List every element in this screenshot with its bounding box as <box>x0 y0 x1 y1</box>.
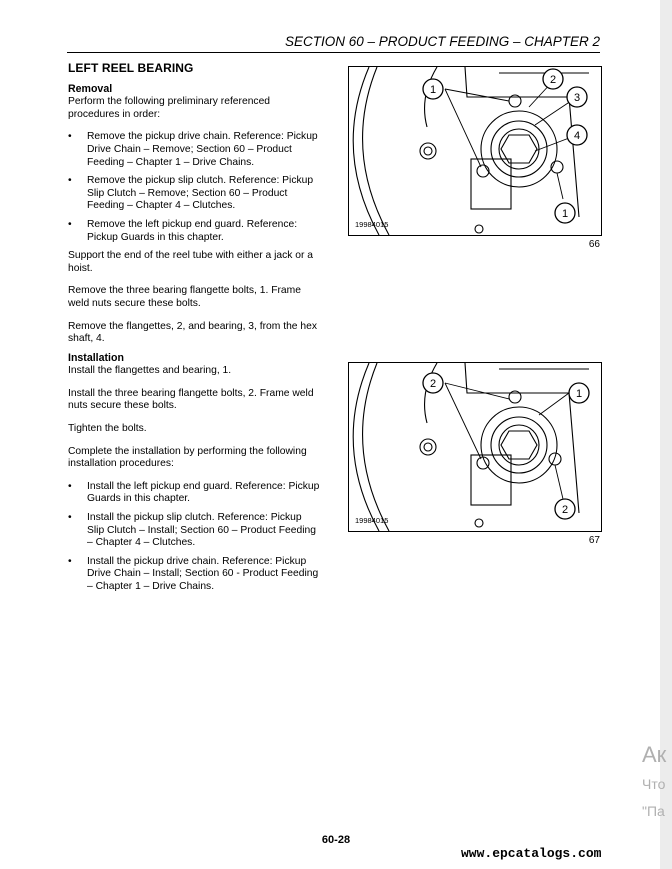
figure-66-code: 19984015 <box>355 220 389 229</box>
edge-strip <box>660 0 672 869</box>
removal-heading: Removal <box>68 82 113 95</box>
install-step-tighten: Tighten the bolts. <box>68 423 147 435</box>
svg-text:3: 3 <box>573 92 581 104</box>
site-url[interactable]: www.epcatalogs.com <box>461 846 602 861</box>
callout-1 <box>569 383 589 403</box>
removal-list <box>68 131 320 244</box>
removal-step-bolts: Remove the three bearing flangette bolts, 1. Frame weld nuts secure these bolts. <box>68 285 301 309</box>
installation-list <box>68 481 320 594</box>
page-number: 60-28 <box>321 834 351 846</box>
install-step-bearing: Install the flangettes and bearing, 1. <box>68 365 232 377</box>
callout-2 <box>543 69 563 89</box>
callout-3 <box>567 87 587 107</box>
list-item: • Install the pickup slip clutch. Reference: Pickup Slip Clutch – Install; Section 60 – Product Feeding – Chapter 4 – Clutches. <box>68 512 320 550</box>
section-header: SECTION 60 – PRODUCT FEEDING – CHAPTER 2 <box>284 34 600 49</box>
list-item: • Remove the pickup slip clutch. Reference: Pickup Slip Clutch – Remove; Section 60 – Product Feeding – Chapter 4 – Clutches. <box>68 175 320 213</box>
figure-66-number: 66 <box>588 239 600 250</box>
figure-66 <box>348 66 602 236</box>
removal-step-flangettes: Remove the flangettes, 2, and bearing, 3, from the hex shaft, 4. <box>68 320 317 345</box>
section-heading: LEFT REEL BEARING <box>68 61 194 75</box>
svg-text:2: 2 <box>561 504 569 516</box>
activation-watermark-line2: Что <box>642 776 666 792</box>
svg-text:4: 4 <box>573 130 581 142</box>
callout-2-bottom <box>555 499 575 519</box>
svg-text:2: 2 <box>429 378 437 390</box>
list-item: • Remove the pickup drive chain. Reference: Pickup Drive Chain – Remove; Section 60 – Product Feeding – Chapter 1 – Drive Chains. <box>68 131 320 169</box>
figure-67-number: 67 <box>588 535 600 546</box>
activation-watermark-line3: "Па <box>642 803 665 819</box>
svg-text:1: 1 <box>575 388 583 400</box>
hex-shaft <box>501 135 537 163</box>
list-item: • Install the pickup drive chain. Reference: Pickup Drive Chain – Install; Section 60 - Product Feeding – Chapter 1 – Drive Chains. <box>68 556 320 594</box>
callout-1-top <box>423 79 443 99</box>
header-rule <box>67 52 600 53</box>
activation-watermark-line1: Ак <box>642 742 667 767</box>
callout-2-top <box>423 373 443 393</box>
text-column <box>68 62 320 600</box>
figure-67 <box>348 362 602 532</box>
bearing-removal-illustration <box>349 67 601 235</box>
removal-step-support: Support the end of the reel tube with either a jack or a hoist. <box>68 250 313 274</box>
bearing-install-illustration <box>349 363 601 531</box>
svg-text:1: 1 <box>561 208 569 220</box>
removal-intro: Perform the following preliminary referenced procedures in order: <box>68 96 271 120</box>
install-intro: Complete the installation by performing the following installation procedures: <box>68 445 307 470</box>
list-item: • Remove the left pickup end guard. Reference: Pickup Guards in this chapter. <box>68 219 320 244</box>
callout-1-bottom <box>555 203 575 223</box>
installation-heading: Installation <box>68 351 124 364</box>
callout-4 <box>567 125 587 145</box>
list-item: • Install the left pickup end guard. Reference: Pickup Guards in this chapter. <box>68 481 320 506</box>
flangette-outer <box>481 111 557 187</box>
install-step-bolts: Install the three bearing flangette bolts, 2. Frame weld nuts secure these bolts. <box>68 387 314 412</box>
svg-text:1: 1 <box>429 84 437 96</box>
svg-text:2: 2 <box>549 74 557 86</box>
figure-67-code: 19984015 <box>355 516 389 525</box>
